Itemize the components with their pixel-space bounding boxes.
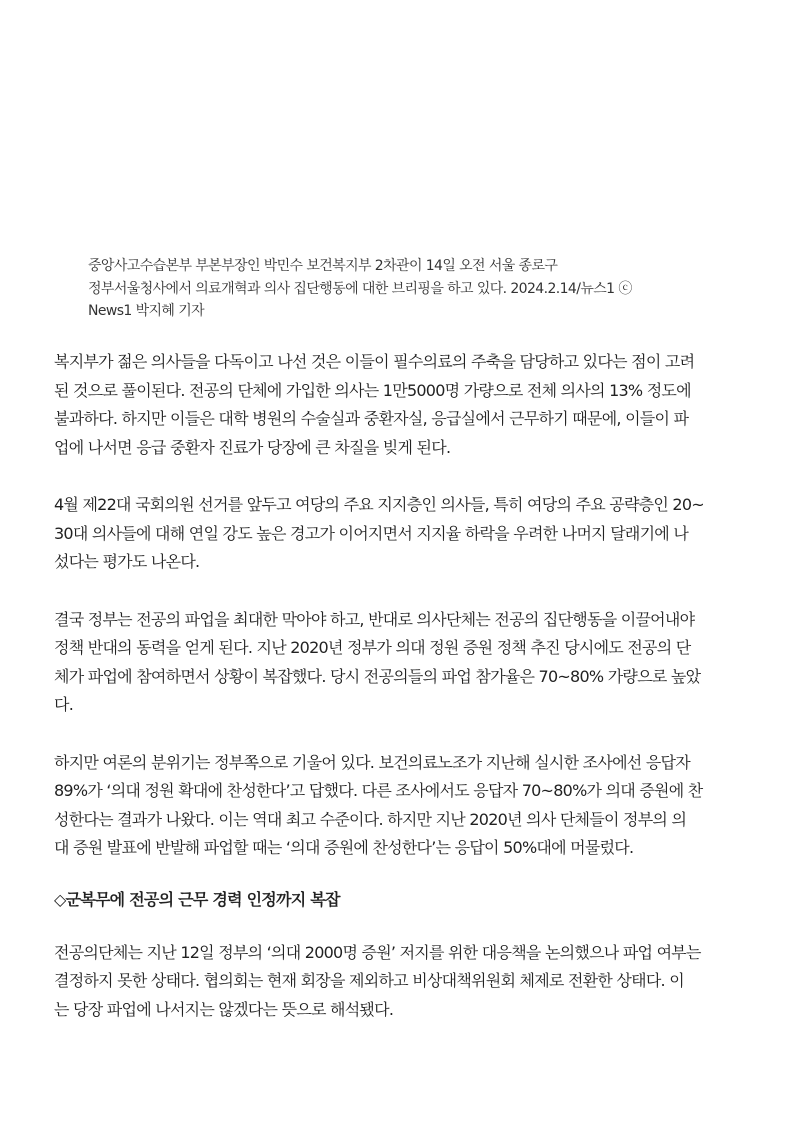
paragraph-line: 복지부가 젊은 의사들을 다독이고 나선 것은 이들이 필수의료의 주축을 담당하고 있다는 점이 고려 bbox=[54, 352, 695, 371]
caption-line: News1 박지혜 기자 bbox=[88, 303, 205, 319]
paragraph-line: 결국 정부는 전공의 파업을 최대한 막아야 하고, 반대로 의사단체는 전공의 집단행동을 이끌어내야 bbox=[54, 609, 695, 629]
section-subheading: ◇군복무에 전공의 근무 경력 인정까지 복잡 bbox=[54, 889, 340, 909]
paragraph-3 bbox=[54, 606, 744, 720]
paragraph-line: 정책 반대의 동력을 얻게 된다. 지난 2020년 정부가 의대 정원 증원 정책 추진 당시에도 전공의 단 bbox=[54, 638, 691, 657]
paragraph-line: 된 것으로 풀이된다. 전공의 단체에 가입한 의사는 1만5000명 가량으로 전체 의사의 13% 정도에 bbox=[54, 380, 691, 400]
paragraph-line: 체가 파업에 참여하면서 상황이 복잡했다. 당시 전공의들의 파업 참가율은 70~80% 가량으로 높았 bbox=[54, 666, 701, 686]
paragraph-1 bbox=[54, 348, 744, 462]
paragraph-line: 업에 나서면 응급 중환자 진료가 당장에 큰 차질을 빚게 된다. bbox=[54, 437, 451, 457]
paragraph-line: 결정하지 못한 상태다. 협의회는 현재 회장을 제외하고 비상대책위원회 체제로 전환한 상태다. 이 bbox=[54, 971, 684, 990]
paragraph-line: 섰다는 평가도 나온다. bbox=[54, 552, 200, 571]
paragraph-line: 성한다는 결과가 나왔다. 이는 역대 최고 수준이다. 하지만 지난 2020년 의사 단체들이 정부의 의 bbox=[54, 809, 687, 829]
paragraph-4 bbox=[54, 749, 744, 863]
paragraph-line: 하지만 여론의 분위기는 정부쪽으로 기울어 있다. 보건의료노조가 지난해 실시한 조사에선 응답자 bbox=[54, 752, 690, 772]
paragraph-line: 대 증원 발표에 반발해 파업할 때는 ‘의대 증원에 찬성한다’는 응답이 50%대에 머물렀다. bbox=[54, 838, 634, 857]
paragraph-5 bbox=[54, 939, 744, 1025]
paragraph-line: 전공의단체는 지난 12일 정부의 ‘의대 2000명 증원’ 저지를 위한 대응책을 논의했으나 파업 여부는 bbox=[54, 942, 701, 962]
caption-line: 정부서울청사에서 의료개혁과 의사 집단행동에 대한 브리핑을 하고 있다. 2024.2.14/뉴스1 ⓒ bbox=[88, 280, 632, 297]
paragraph-2 bbox=[54, 491, 744, 577]
article-photo bbox=[0, 0, 793, 250]
paragraph-line: 다. bbox=[54, 695, 74, 714]
article-body bbox=[54, 348, 744, 1024]
caption-line: 중앙사고수습본부 부본부장인 박민수 보건복지부 2차관이 14일 오전 서울 종로구 bbox=[88, 258, 558, 274]
paragraph-line: 89%가 ‘의대 정원 확대에 찬성한다’고 답했다. 다른 조사에서도 응답자 70~80%가 의대 증원에 찬 bbox=[54, 781, 703, 800]
paragraph-line: 4월 제22대 국회의원 선거를 앞두고 여당의 주요 지지층인 의사들, 특히 여당의 주요 공략층인 20~ bbox=[54, 495, 704, 514]
paragraph-line: 는 당장 파업에 나서지는 않겠다는 뜻으로 해석됐다. bbox=[54, 999, 394, 1019]
paragraph-line: 불과하다. 하지만 이들은 대학 병원의 수술실과 중환자실, 응급실에서 근무하기 때문에, 이들이 파 bbox=[54, 409, 689, 428]
paragraph-line: 30대 의사들에 대해 연일 강도 높은 경고가 이어지면서 지지율 하락을 우려한 나머지 달래기에 나 bbox=[54, 523, 689, 543]
photo-caption bbox=[88, 255, 708, 323]
